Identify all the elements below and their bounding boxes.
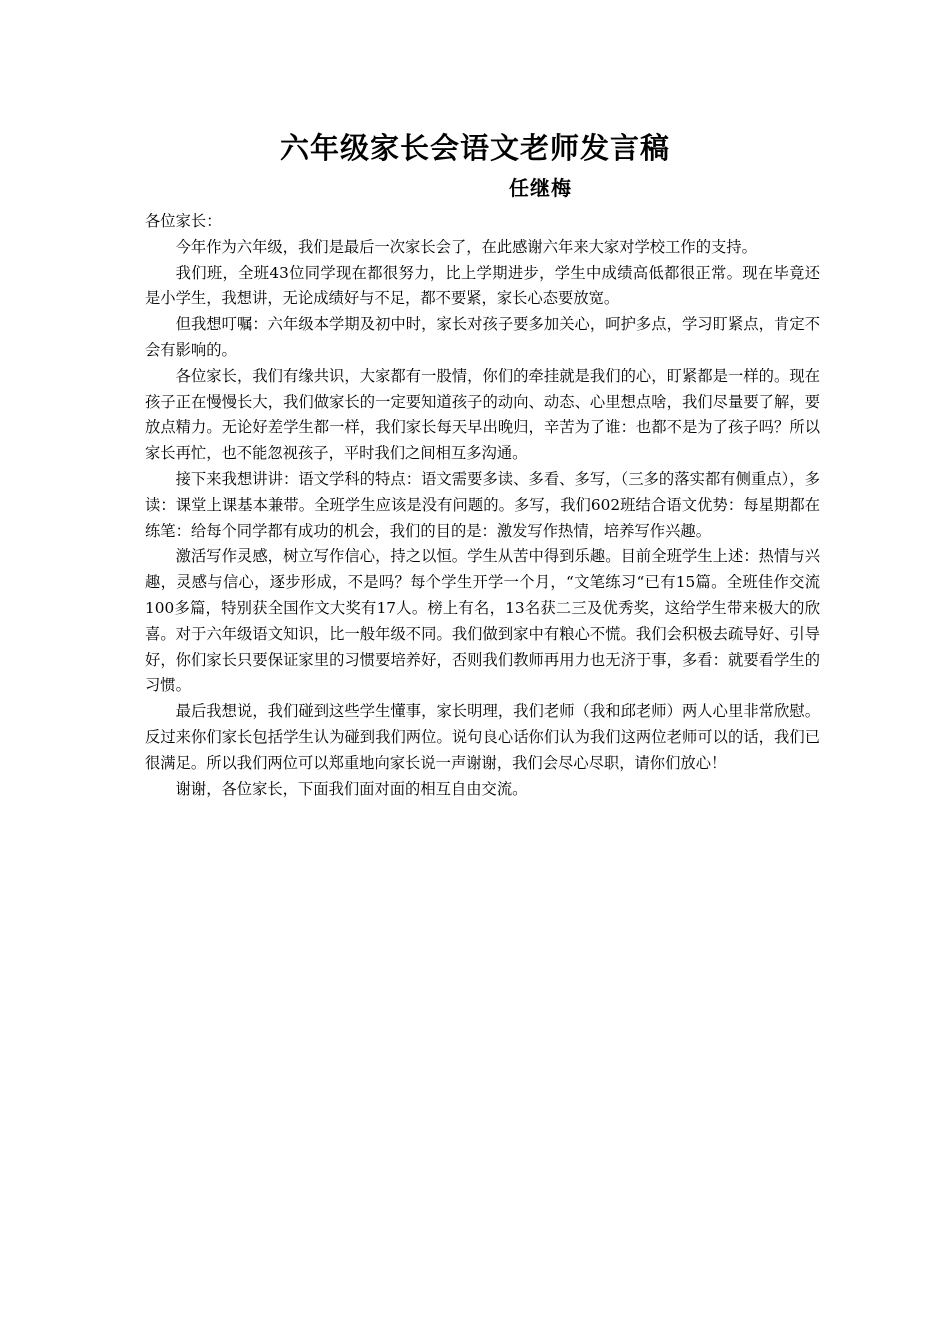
document-body [145, 209, 820, 802]
paragraph: 激活写作灵感，树立写作信心，持之以恒。学生从苦中得到乐趣。目前全班学生上述：热情与兴趣，灵感与信心，逐步形成，不是吗？每个学生开学一个月，“文笔练习“已有15篇。全班佳作交流100多篇，特别获全国作文大奖有17人。榜上有名，13名获二三及优秀奖，这给学生带来极大的欣喜。对于六年级语文知识，比一般年级不同。我们做到家中有粮心不慌。我们会积极去疏导好、引导好，你们家长只要保证家里的习惯要培养好，否则我们教师再用力也无济于事，多看：就要看学生的习惯。 [145, 547, 820, 695]
paragraph: 今年作为六年级，我们是最后一次家长会了，在此感谢六年来大家对学校工作的支持。 [175, 237, 757, 256]
author-name: 任继梅 [509, 176, 572, 200]
paragraph: 我们班，全班43位同学现在都很努力，比上学期进步，学生中成绩高低都很正常。现在毕竟还是小学生，我想讲，无论成绩好与不足，都不要紧，家长心态要放宽。 [145, 263, 820, 308]
greeting: 各位家长： [145, 212, 222, 230]
document-title: 六年级家长会语文老师发言稿 [279, 131, 670, 165]
paragraph: 最后我想说，我们碰到这些学生懂事，家长明理，我们老师（我和邱老师）两人心里非常欣慰。反过来你们家长包括学生认为碰到我们两位。说句良心话你们认为我们这两位老师可以的话，我们已很满足。所以我们两位可以郑重地向家长说一声谢谢，我们会尽心尽职，请你们放心！ [145, 702, 820, 772]
paragraph: 各位家长，我们有缘共识，大家都有一股情，你们的牵挂就是我们的心，盯紧都是一样的。现在孩子正在慢慢长大，我们做家长的一定要知道孩子的动向、动态、心里想点啥，我们尽量要了解，要放点精力。无论好差学生都一样，我们家长每天早出晚归，辛苦为了谁：也都不是为了孩子吗？所以家长再忙，也不能忽视孩子，平时我们之间相互多沟通。 [145, 366, 820, 463]
paragraph: 接下来我想讲讲：语文学科的特点：语文需要多读、多看、多写，（三多的落实都有侧重点），多读：课堂上课基本兼带。全班学生应该是没有问题的。多写，我们602班结合语文优势：每星期都在练笔：给每个同学都有成功的机会，我们的目的是：激发写作热情，培养写作兴趣。 [145, 469, 820, 540]
paragraph: 谢谢，各位家长，下面我们面对面的相互自由交流。 [175, 779, 528, 798]
paragraph: 但我想叮嘱：六年级本学期及初中时，家长对孩子要多加关心，呵护多点，学习盯紧点，肯定不会有影响的。 [145, 315, 820, 359]
